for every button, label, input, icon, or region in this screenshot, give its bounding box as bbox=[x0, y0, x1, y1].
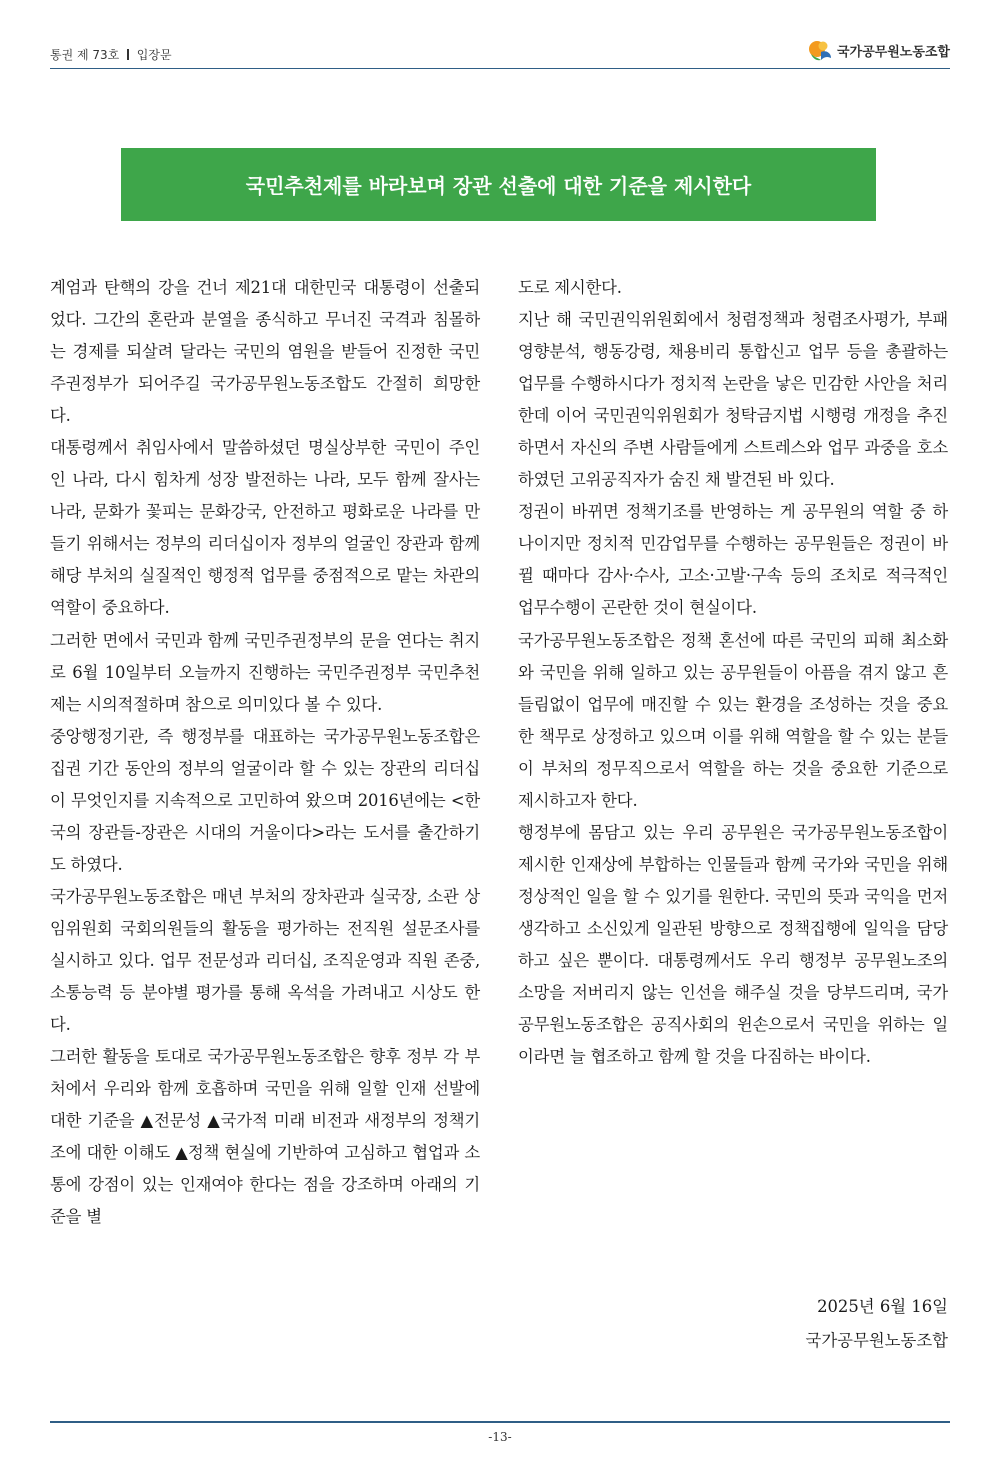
section-label: 입장문 bbox=[136, 48, 172, 62]
paragraph: 그러한 활동을 토대로 국가공무원노동조합은 향후 정부 각 부처에서 우리와 함께 호흡하며 국민을 위해 일할 인재 선발에 대한 기준을 ▲전문성 ▲국가적 미래 비전과 새정부의 정책기조에 대한 이해도 ▲정책 현실에 기반하여 고심하고 협업과 소통에 강점이 있는 인재여야 한다는 점을 강조하며 아래의 기준을 별 bbox=[50, 1047, 480, 1227]
org-name: 국가공무원노동조합 bbox=[836, 44, 950, 60]
page-number: -13- bbox=[488, 1430, 512, 1444]
paragraph: 국가공무원노동조합은 정책 혼선에 따른 국민의 피해 최소화와 국민을 위해 일하고 있는 공무원들이 아픔을 겪지 않고 흔들림없이 업무에 매진할 수 있는 환경을 조성하는 것을 중요한 책무로 상정하고 있으며 이를 위해 역할을 할 수 있는 분들이 부처의 정무직으로서 역할을 하는 것을 중요한 기준으로 제시하고자 한다. bbox=[518, 630, 948, 810]
issue-info bbox=[50, 46, 172, 63]
paragraph: 중앙행정기관, 즉 행정부를 대표하는 국가공무원노동조합은 집권 기간 동안의 정부의 얼굴이라 할 수 있는 장관의 리더십이 무엇인지를 지속적으로 고민하여 왔으며 2016년에는 <한국의 장관들-장관은 시대의 거울이다>라는 도서를 출간하기도 하였다. bbox=[50, 726, 480, 874]
paragraph: 행정부에 몸담고 있는 우리 공무원은 국가공무원노동조합이 제시한 인재상에 부합하는 인물들과 함께 국가와 국민을 위해 정상적인 일을 할 수 있기를 원한다. 국민의 뜻과 국익을 먼저 생각하고 소신있게 일관된 방향으로 정책집행에 일익을 담당하고 싶은 뿐이다. 대통령께서도 우리 행정부 공무원노조의 소망을 저버리지 않는 인선을 해주실 것을 당부드리며, 국가공무원노동조합은 공직사회의 윈손으로서 국민을 위하는 일이라면 늘 협조하고 함께 할 것을 다짐하는 바이다. bbox=[518, 822, 948, 1067]
paragraph: 도로 제시한다. bbox=[518, 278, 622, 297]
union-logo-icon bbox=[807, 38, 833, 62]
paragraph: 대통령께서 취임사에서 말씀하셨던 명실상부한 국민이 주인인 나라, 다시 힘차게 성장 발전하는 나라, 모두 함께 잘사는 나라, 문화가 꽃피는 문화강국, 안전하고 평화로운 나라를 만들기 위해서는 정부의 리더십이자 정부의 얼굴인 장관과 함께 해당 부처의 실질적인 행정적 업무를 중점적으로 맡는 차관의 역할이 중요하다. bbox=[50, 438, 480, 618]
page-header bbox=[50, 38, 950, 69]
paragraph: 그러한 면에서 국민과 함께 국민주권정부의 문을 연다는 취지로 6월 10일부터 오늘까지 진행하는 국민주권정부 국민추천제는 시의적절하며 참으로 의미있다 볼 수 있다. bbox=[50, 630, 480, 714]
article-title: 국민추천제를 바라보며 장관 선출에 대한 기준을 제시한다 bbox=[245, 174, 752, 198]
paragraph: 지난 해 국민권익위원회에서 청렴정책과 청렴조사평가, 부패영향분석, 행동강령, 채용비리 통합신고 업무 등을 총괄하는 업무를 수행하시다가 정치적 논란을 낳은 민감한 사안을 처리한데 이어 국민권익위원회가 청탁금지법 시행령 개정을 추진하면서 자신의 주변 사람들에게 스트레스와 업무 과중을 호소하였던 고위공직자가 숨진 채 발견된 바 있다. bbox=[518, 310, 948, 490]
paragraph: 계엄과 탄핵의 강을 건너 제21대 대한민국 대통령이 선출되었다. 그간의 혼란과 분열을 종식하고 무너진 국격과 침몰하는 경제를 되살려 달라는 국민의 염원을 받들어 진정한 국민주권정부가 되어주길 국가공무원노동조합도 간절히 희망한다. bbox=[50, 278, 480, 426]
footer-divider bbox=[50, 1421, 950, 1423]
signature-block bbox=[806, 1290, 949, 1358]
right-column bbox=[518, 272, 948, 1073]
signature-org: 국가공무원노동조합 bbox=[805, 1331, 948, 1350]
org-logo bbox=[807, 38, 950, 62]
signature-date: 2025년 6월 16일 bbox=[817, 1297, 948, 1316]
title-banner bbox=[121, 148, 876, 221]
left-column bbox=[50, 272, 480, 1233]
header-divider bbox=[127, 49, 129, 60]
paragraph: 정권이 바뀌면 정책기조를 반영하는 게 공무원의 역할 중 하나이지만 정치적 민감업무를 수행하는 공무원들은 정권이 바뀔 때마다 감사·수사, 고소·고발·구속 등의 조치로 적극적인 업무수행이 곤란한 것이 현실이다. bbox=[518, 502, 948, 618]
paragraph: 국가공무원노동조합은 매년 부처의 장차관과 실국장, 소관 상임위원회 국회의원들의 활동을 평가하는 전직원 설문조사를 실시하고 있다. 업무 전문성과 리더십, 조직운영과 직원 존중, 소통능력 등 분야별 평가를 통해 옥석을 가려내고 시상도 한다. bbox=[50, 886, 480, 1035]
issue-number: 통권 제 73호 bbox=[50, 48, 120, 62]
